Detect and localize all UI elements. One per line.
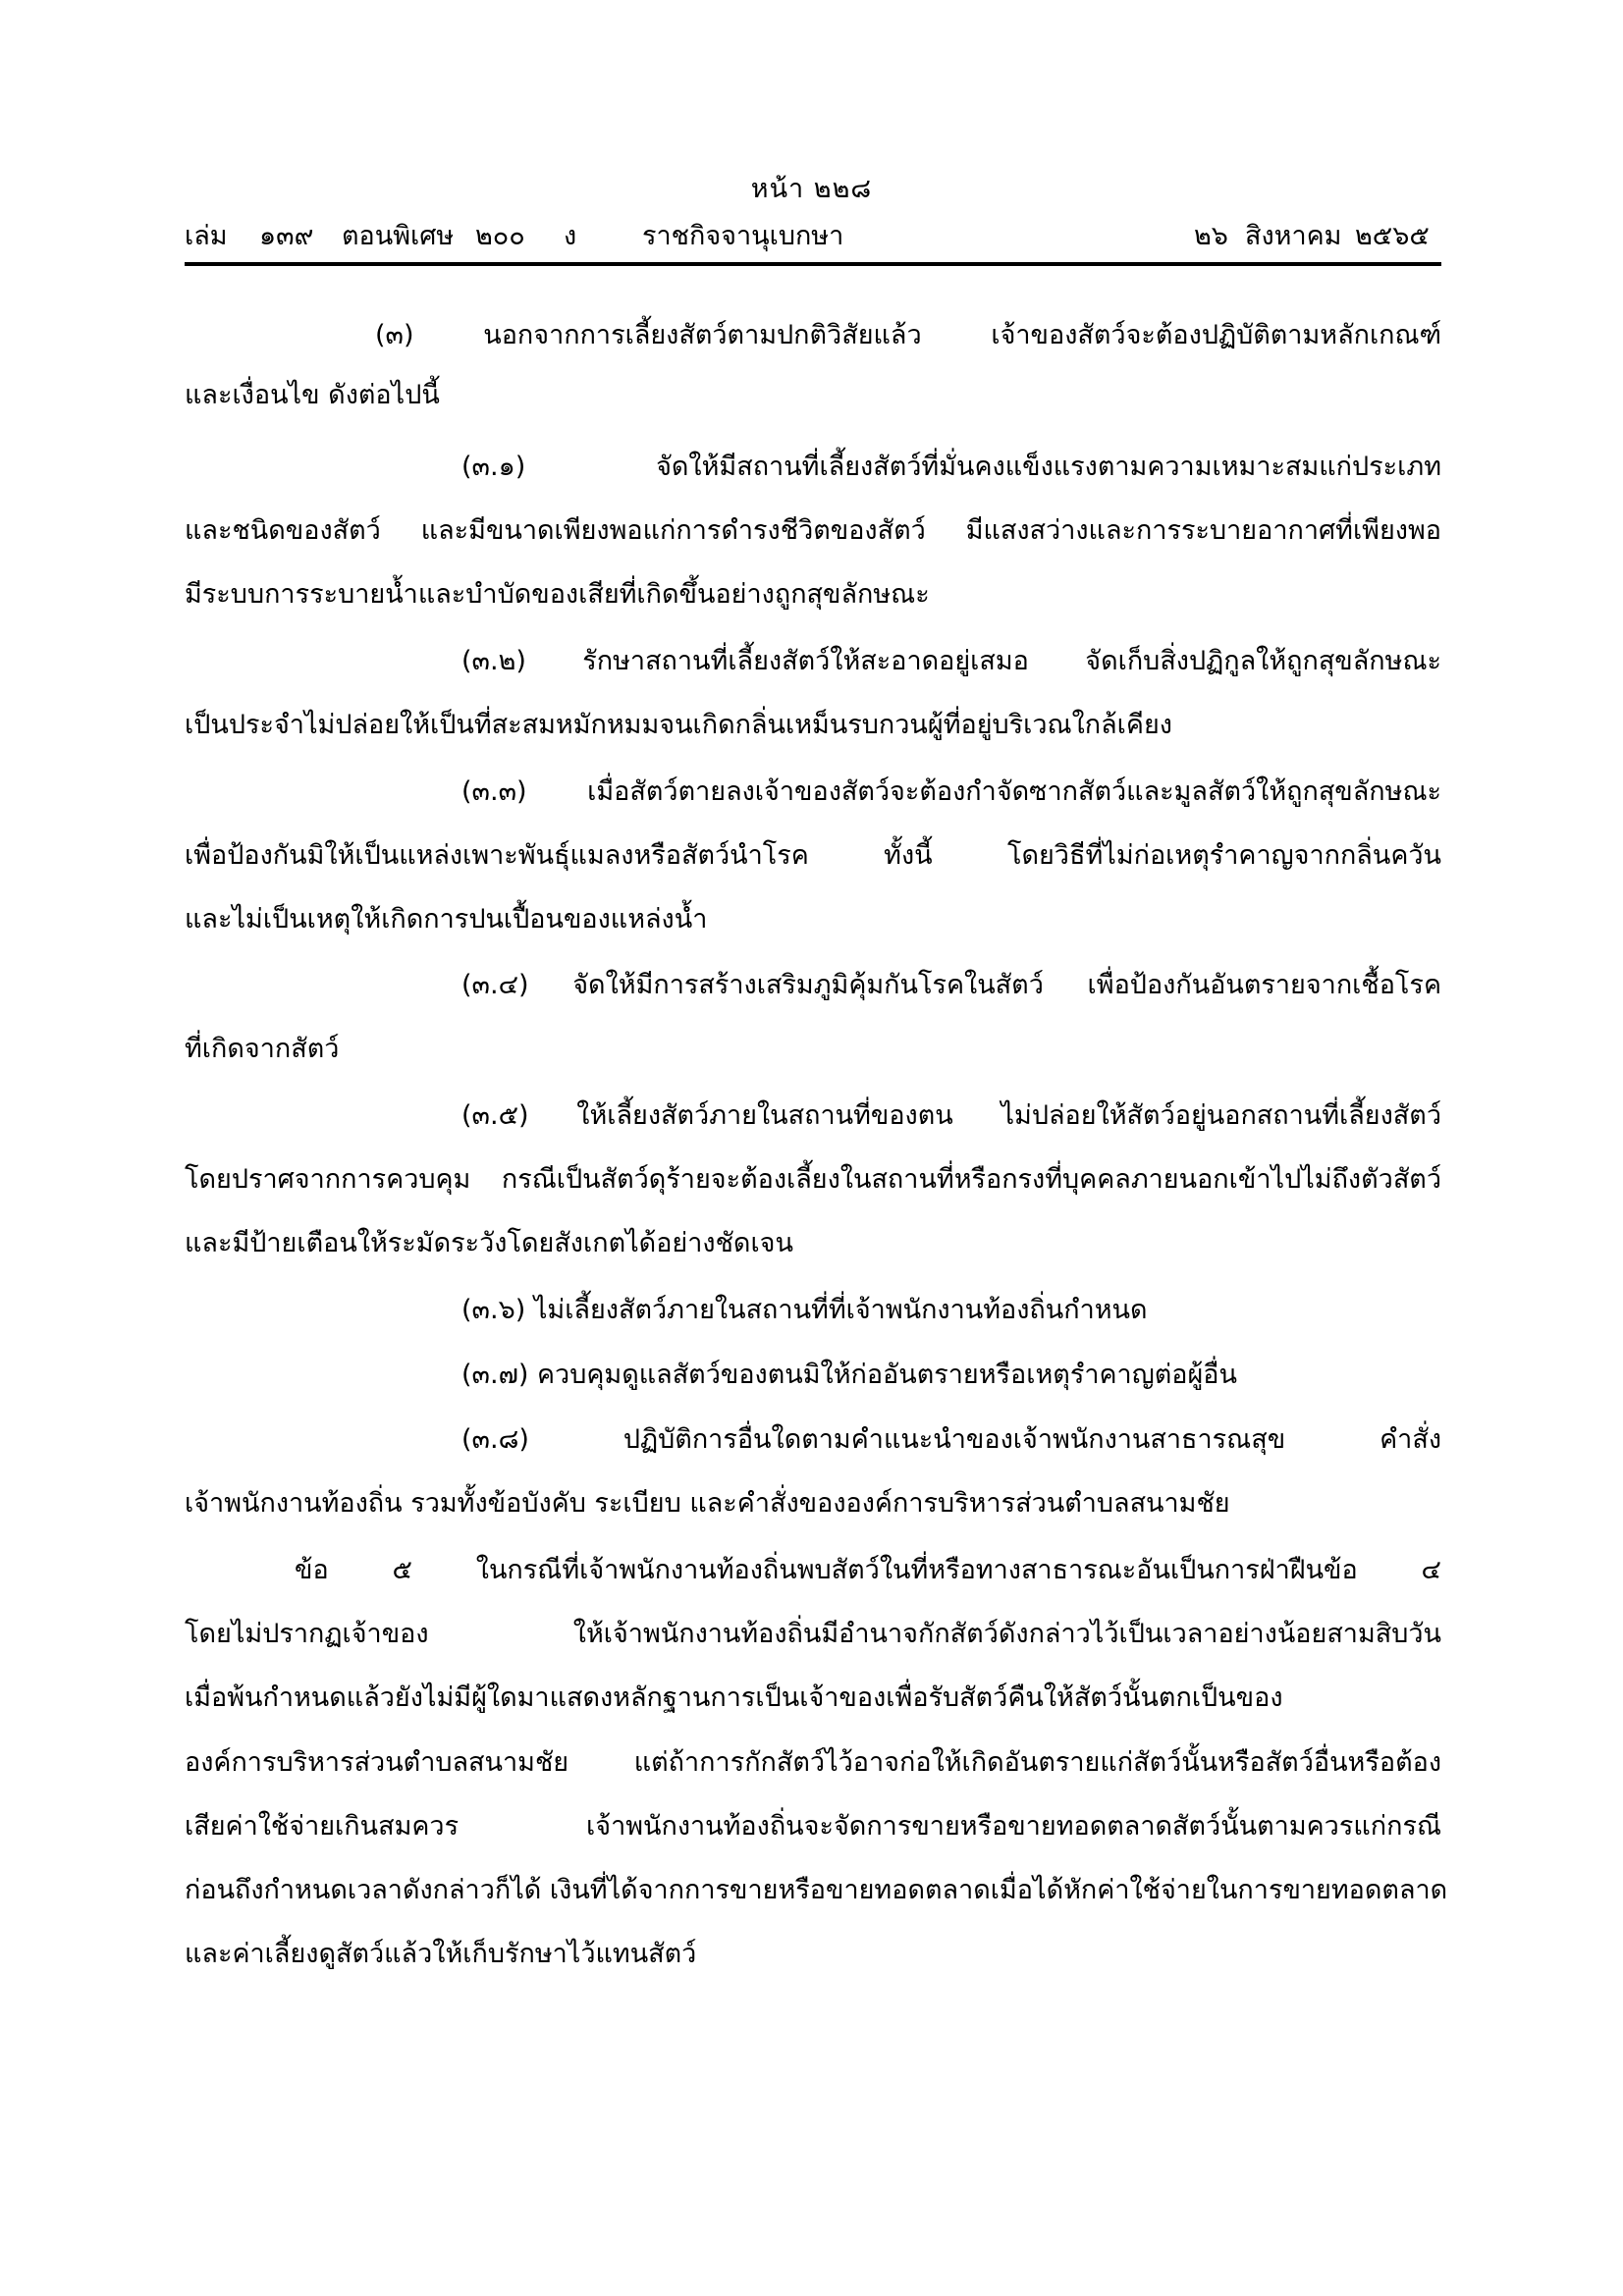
article-5-cont: โดยไม่ปรากฏเจ้าของ ให้เจ้าพนักงานท้องถิ่นมีอำนาจกักสัตว์ดังกล่าวไว้เป็นเวลาอย่างน้อยสามสิบวัน xyxy=(185,1619,1441,1649)
clause-3-7: (๓.๗) ควบคุมดูแลสัตว์ของตนมิให้ก่ออันตรายหรือเหตุรำคาญต่อผู้อื่น xyxy=(461,1360,1237,1390)
clause-3-6: (๓.๖) ไม่เลี้ยงสัตว์ภายในสถานที่ที่เจ้าพนักงานท้องถิ่นกำหนด xyxy=(461,1295,1148,1325)
date-month: สิงหาคม xyxy=(1245,221,1342,251)
section-label: ตอนพิเศษ xyxy=(342,221,455,251)
clause-3-8-cont: เจ้าพนักงานท้องถิ่น รวมทั้งข้อบังคับ ระเบียบ และคำสั่งขององค์การบริหารส่วนตำบลสนามชัย xyxy=(185,1488,1230,1519)
article-5-cont: เมื่อพ้นกำหนดแล้วยังไม่มีผู้ใดมาแสดงหลักฐานการเป็นเจ้าของเพื่อรับสัตว์คืนให้สัตว์นั้นตกเป็นของ xyxy=(185,1682,1283,1713)
article-5: ข้อ ๕ ในกรณีที่เจ้าพนักงานท้องถิ่นพบสัตว์ในที่หรือทางสาธารณะอันเป็นการฝ่าฝืนข้อ ๔ xyxy=(295,1555,1441,1585)
clause-3-4: (๓.๔) จัดให้มีการสร้างเสริมภูมิคุ้มกันโรคในสัตว์ เพื่อป้องกันอันตรายจากเชื้อโรค xyxy=(461,970,1441,1000)
clause-3-1: (๓.๑) จัดให้มีสถานที่เลี้ยงสัตว์ที่มั่นคงแข็งแรงตามความเหมาะสมแก่ประเภท xyxy=(461,452,1441,482)
clause-3-8: (๓.๘) ปฏิบัติการอื่นใดตามคำแนะนำของเจ้าพนักงานสาธารณสุข คำสั่ง xyxy=(461,1424,1441,1455)
volume-label: เล่ม xyxy=(185,221,228,251)
date-year: ๒๕๖๕ xyxy=(1355,221,1430,251)
clause-3-3: (๓.๓) เมื่อสัตว์ตายลงเจ้าของสัตว์จะต้องกำจัดซากสัตว์และมูลสัตว์ให้ถูกสุขลักษณะ xyxy=(461,776,1441,807)
clause-3-2-cont: เป็นประจำไม่ปล่อยให้เป็นที่สะสมหมักหมมจนเกิดกลิ่นเหม็นรบกวนผู้ที่อยู่บริเวณใกล้เคียง xyxy=(185,710,1172,740)
section-letter: ง xyxy=(564,221,577,251)
clause-3-2: (๓.๒) รักษาสถานที่เลี้ยงสัตว์ให้สะอาดอยู่เสมอ จัดเก็บสิ่งปฏิกูลให้ถูกสุขลักษณะ xyxy=(461,646,1441,676)
gazette-header xyxy=(185,214,1441,253)
clause-3-3-cont: เพื่อป้องกันมิให้เป็นแหล่งเพาะพันธุ์แมลงหรือสัตว์นำโรค ทั้งนี้ โดยวิธีที่ไม่ก่อเหตุรำคาญจากกลิ่นควัน xyxy=(185,840,1441,871)
page-number: หน้า ๒๒๘ xyxy=(750,174,873,204)
section-number: ๒๐๐ xyxy=(475,221,525,251)
clause-3-1-cont: มีระบบการระบายน้ำและบำบัดของเสียที่เกิดขึ้นอย่างถูกสุขลักษณะ xyxy=(185,579,930,610)
clause-3: (๓) นอกจากการเลี้ยงสัตว์ตามปกติวิสัยแล้ว เจ้าของสัตว์จะต้องปฏิบัติตามหลักเกณฑ์ xyxy=(375,320,1441,350)
volume-number: ๑๓๙ xyxy=(259,221,314,251)
clause-3-5-cont: โดยปราศจากการควบคุม กรณีเป็นสัตว์ดุร้ายจะต้องเลี้ยงในสถานที่หรือกรงที่บุคคลภายนอกเข้าไปไม่ถึงตัวสัตว์ xyxy=(185,1164,1441,1195)
date-day: ๒๖ xyxy=(1194,221,1228,251)
clause-3-3-cont: และไม่เป็นเหตุให้เกิดการปนเปื้อนของแหล่งน้ำ xyxy=(185,904,708,934)
article-5-cont: ก่อนถึงกำหนดเวลาดังกล่าวก็ได้ เงินที่ได้จากการขายหรือขายทอดตลาดเมื่อได้หักค่าใช้จ่ายในการขายทอดตลาด xyxy=(185,1875,1448,1905)
clause-3-cont: และเงื่อนไข ดังต่อไปนี้ xyxy=(185,380,440,410)
gazette-title: ราชกิจจานุเบกษา xyxy=(642,221,844,251)
clause-3-1-cont: และชนิดของสัตว์ และมีขนาดเพียงพอแก่การดำรงชีวิตของสัตว์ มีแสงสว่างและการระบายอากาศที่เพียงพอ xyxy=(185,515,1441,546)
clause-3-5: (๓.๕) ให้เลี้ยงสัตว์ภายในสถานที่ของตน ไม่ปล่อยให้สัตว์อยู่นอกสถานที่เลี้ยงสัตว์ xyxy=(461,1100,1441,1131)
article-5-cont: เสียค่าใช้จ่ายเกินสมควร เจ้าพนักงานท้องถิ่นจะจัดการขายหรือขายทอดตลาดสัตว์นั้นตามควรแก่กรณี xyxy=(185,1811,1441,1842)
clause-3-5-cont: และมีป้ายเตือนให้ระมัดระวังโดยสังเกตได้อย่างชัดเจน xyxy=(185,1228,793,1258)
article-5-cont: และค่าเลี้ยงดูสัตว์แล้วให้เก็บรักษาไว้แทนสัตว์ xyxy=(185,1939,697,1969)
article-5-cont: องค์การบริหารส่วนตำบลสนามชัย แต่ถ้าการกักสัตว์ไว้อาจก่อให้เกิดอันตรายแก่สัตว์นั้นหรือสัตว์อื่นหรือต้อง xyxy=(185,1747,1441,1778)
header-rule xyxy=(185,262,1441,266)
clause-3-4-cont: ที่เกิดจากสัตว์ xyxy=(185,1034,340,1064)
